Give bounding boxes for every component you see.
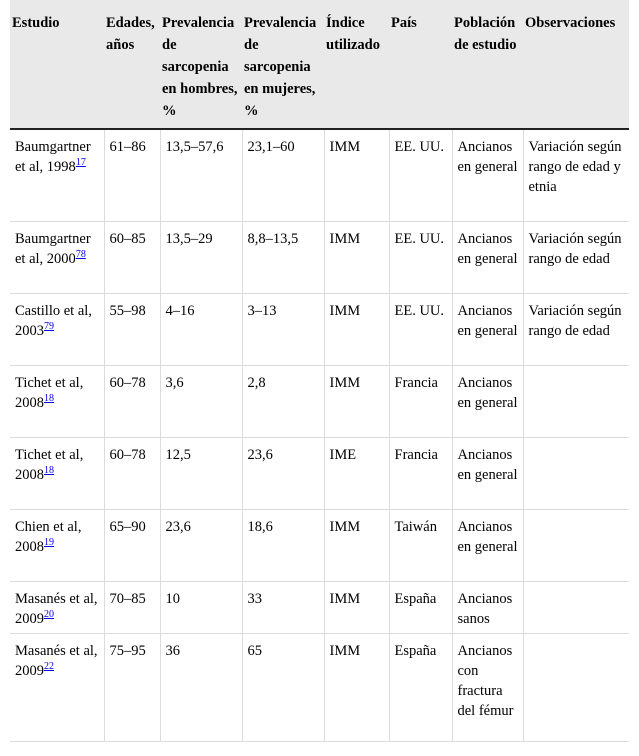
cell-ages: 60–78: [104, 438, 160, 510]
cell-population: Ancianos en general: [452, 510, 523, 582]
cell-ages: 60–85: [104, 222, 160, 294]
header-prevalencia-mujeres: Prevalencia de sarcopenia en mujeres, %: [242, 0, 324, 129]
cell-men: 23,6: [160, 510, 242, 582]
cell-women: 65: [242, 634, 324, 742]
table-row: [10, 438, 629, 510]
cell-men: 36: [160, 634, 242, 742]
cell-index: IMM: [324, 366, 389, 438]
cell-index: IMM: [324, 582, 389, 634]
header-poblacion: Población de estudio: [452, 0, 523, 129]
cell-women: 23,1–60: [242, 129, 324, 222]
cell-notes: [523, 438, 629, 510]
cell-men: 13,5–57,6: [160, 129, 242, 222]
cell-study: Baumgartner et al, 1998$^{17}$: [10, 129, 104, 222]
cell-country: Francia: [389, 438, 452, 510]
cell-country: EE. UU.: [389, 129, 452, 222]
cell-index: IMM: [324, 634, 389, 742]
cell-notes: Variación según rango de edad y etnia: [523, 129, 629, 222]
cell-country: España: [389, 634, 452, 742]
header-row: [10, 0, 629, 129]
cell-index: IMM: [324, 510, 389, 582]
cell-population: Ancianos con fractura del fémur: [452, 634, 523, 742]
cell-notes: Variación según rango de edad: [523, 222, 629, 294]
cell-women: 3–13: [242, 294, 324, 366]
cell-notes: Variación según rango de edad: [523, 294, 629, 366]
cell-country: EE. UU.: [389, 222, 452, 294]
cell-ages: 75–95: [104, 634, 160, 742]
cell-study: Castillo et al, 2003$^{79}$: [10, 294, 104, 366]
table-row: [10, 222, 629, 294]
cell-index: IME: [324, 438, 389, 510]
reference-link[interactable]: 78: [75, 249, 86, 261]
cell-study: Masanés et al, 2009$^{22}$: [10, 634, 104, 742]
table-row: [10, 129, 629, 222]
header-observaciones: Observaciones: [523, 0, 629, 129]
table-container: [10, 0, 629, 742]
cell-women: 8,8–13,5: [242, 222, 324, 294]
cell-notes: [523, 366, 629, 438]
header-edades: Edades, años: [104, 0, 160, 129]
cell-study: Tichet et al, 2008$^{18}$: [10, 366, 104, 438]
cell-ages: 61–86: [104, 129, 160, 222]
table-row: [10, 634, 629, 742]
cell-study: Baumgartner et al, 2000$^{78}$: [10, 222, 104, 294]
cell-country: EE. UU.: [389, 294, 452, 366]
cell-index: IMM: [324, 294, 389, 366]
cell-women: 33: [242, 582, 324, 634]
cell-country: Taiwán: [389, 510, 452, 582]
table-row: [10, 582, 629, 634]
cell-country: España: [389, 582, 452, 634]
cell-ages: 65–90: [104, 510, 160, 582]
cell-population: Ancianos en general: [452, 294, 523, 366]
reference-link[interactable]: 18: [44, 393, 54, 405]
reference-link[interactable]: 20: [44, 609, 54, 621]
table-row: [10, 366, 629, 438]
cell-women: 2,8: [242, 366, 324, 438]
reference-link[interactable]: 19: [44, 537, 54, 549]
cell-notes: [523, 582, 629, 634]
cell-country: Francia: [389, 366, 452, 438]
header-estudio: Estudio: [10, 0, 104, 129]
cell-population: Ancianos en general: [452, 366, 523, 438]
table-row: [10, 294, 629, 366]
cell-men: 3,6: [160, 366, 242, 438]
reference-link[interactable]: 18: [44, 465, 54, 477]
header-indice: Índice utilizado: [324, 0, 389, 129]
cell-men: 4–16: [160, 294, 242, 366]
cell-notes: [523, 634, 629, 742]
cell-index: IMM: [324, 222, 389, 294]
cell-population: Ancianos sanos: [452, 582, 523, 634]
cell-men: 12,5: [160, 438, 242, 510]
reference-link[interactable]: 22: [44, 661, 54, 673]
cell-notes: [523, 510, 629, 582]
cell-study: Chien et al, 2008$^{19}$: [10, 510, 104, 582]
cell-population: Ancianos en general: [452, 129, 523, 222]
cell-population: Ancianos en general: [452, 222, 523, 294]
cell-men: 13,5–29: [160, 222, 242, 294]
header-pais: País: [389, 0, 452, 129]
cell-men: 10: [160, 582, 242, 634]
reference-link[interactable]: 17: [75, 157, 86, 169]
cell-study: Masanés et al, 2009$^{20}$: [10, 582, 104, 634]
cell-ages: 70–85: [104, 582, 160, 634]
cell-ages: 60–78: [104, 366, 160, 438]
cell-study: Tichet et al, 2008$^{18}$: [10, 438, 104, 510]
cell-population: Ancianos en general: [452, 438, 523, 510]
cell-women: 18,6: [242, 510, 324, 582]
cell-women: 23,6: [242, 438, 324, 510]
cell-ages: 55–98: [104, 294, 160, 366]
cell-index: IMM: [324, 129, 389, 222]
header-prevalencia-hombres: Prevalencia de sarcopenia en hombres, %: [160, 0, 242, 129]
sarcopenia-prevalence-table: [10, 0, 629, 742]
reference-link[interactable]: 79: [44, 321, 54, 333]
table-row: [10, 510, 629, 582]
